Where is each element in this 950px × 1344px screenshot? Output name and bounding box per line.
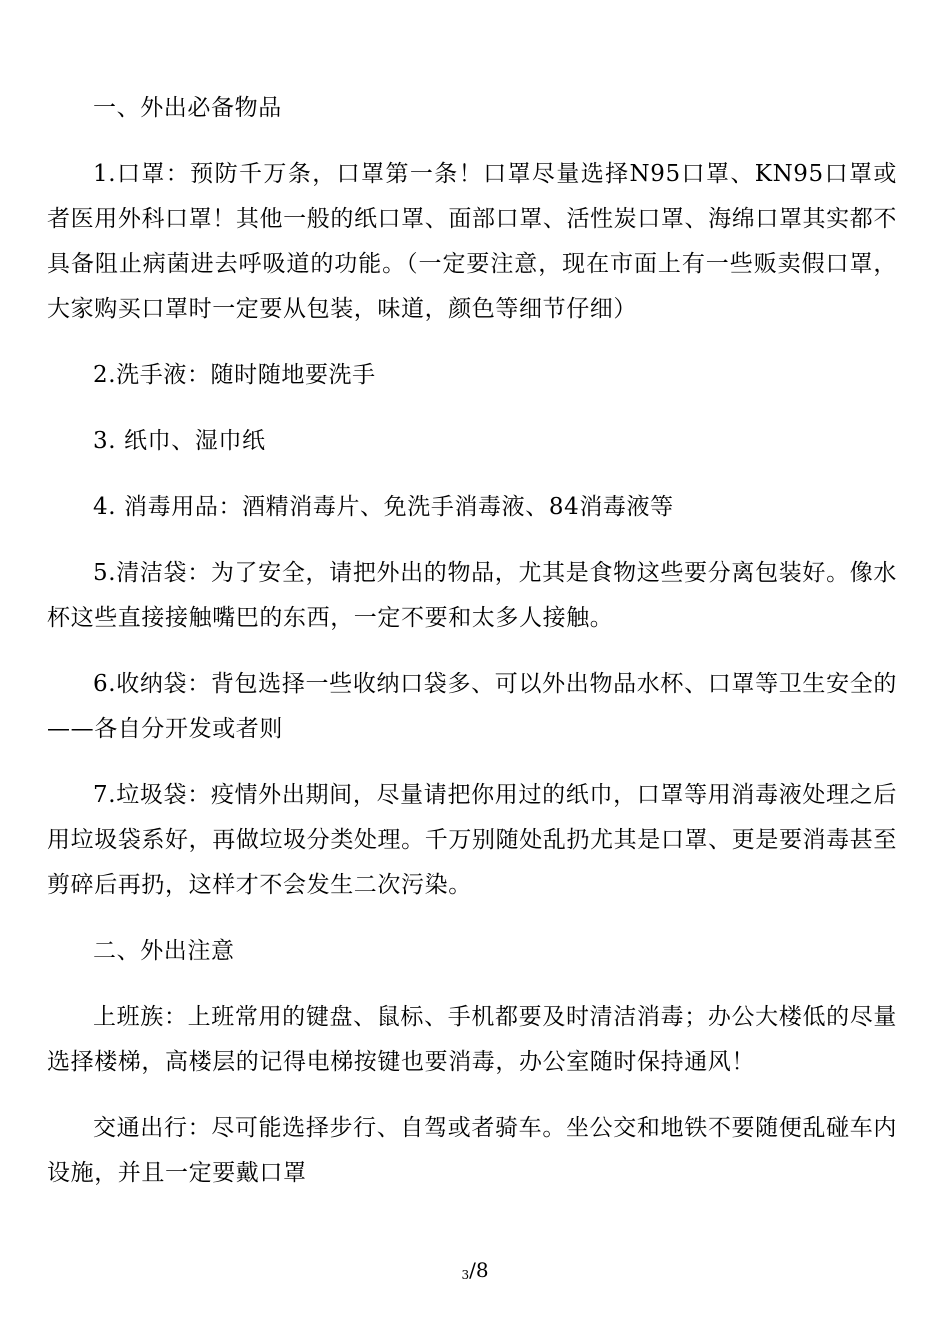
item-garbage-bag: 7.垃圾袋：疫情外出期间，尽量请把你用过的纸巾，口罩等用消毒液处理之后用垃圾袋系好，再做垃圾分类处理。千万别随处乱扔尤其是口罩、更是要消毒甚至剪碎后再扔，这样才不会发生二次污染。 — [47, 782, 897, 898]
section-heading-2: 二、外出注意 — [93, 938, 235, 964]
note-transportation: 交通出行：尽可能选择步行、自驾或者骑车。坐公交和地铁不要随便乱碰车内设施，并且一定要戴口罩 — [47, 1115, 897, 1186]
page-number-total: /8 — [469, 1258, 489, 1282]
page-number-current: 3 — [461, 1268, 470, 1282]
item-storage-bag: 6.收纳袋：背包选择一些收纳口袋多、可以外出物品水杯、口罩等卫生安全的——各自分开发或者则 — [47, 671, 897, 742]
item-tissues: 3. 纸巾、湿巾纸 — [93, 428, 266, 454]
note-office-workers: 上班族：上班常用的键盘、鼠标、手机都要及时清洁消毒；办公大楼低的尽量选择楼梯，高楼层的记得电梯按键也要消毒，办公室随时保持通风！ — [47, 1004, 897, 1075]
section-heading-1: 一、外出必备物品 — [93, 95, 282, 121]
item-hand-sanitizer: 2.洗手液：随时随地要洗手 — [93, 362, 376, 388]
page-number — [0, 1258, 950, 1287]
item-cleaning-bag: 5.清洁袋：为了安全，请把外出的物品，尤其是食物这些要分离包装好。像水杯这些直接接触嘴巴的东西，一定不要和太多人接触。 — [47, 560, 897, 631]
document-body — [47, 86, 897, 1196]
item-mask: 1.口罩：预防千万条，口罩第一条！口罩尽量选择N95口罩、KN95口罩或者医用外科口罩！其他一般的纸口罩、面部口罩、活性炭口罩、海绵口罩其实都不具备阻止病菌进去呼吸道的功能。（一定要注意，现在市面上有一些贩卖假口罩，大家购买口罩时一定要从包装，味道，颜色等细节仔细） — [47, 161, 897, 322]
item-disinfectant: 4. 消毒用品：酒精消毒片、免洗手消毒液、84消毒液等 — [93, 494, 674, 520]
